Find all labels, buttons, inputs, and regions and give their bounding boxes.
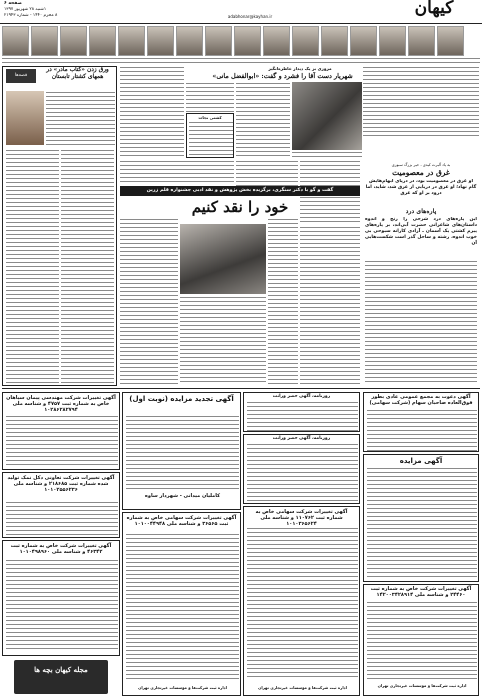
ad-box — [363, 392, 479, 452]
ad-title: آگهی تغییرات شرکت خاص به شماره ثبت ۲۴۴۶۰ و شناسه ملی ۱۴۲۰۰۳۴۲۸۹۱۴ — [370, 586, 472, 598]
stamp-text: مجله کیهان بچه ها — [34, 665, 88, 674]
left-headline: ورق زدن «کتاب مادر» در همهای کشتار تابستان — [46, 67, 109, 80]
ad-title: آگهی مزایده — [399, 457, 443, 465]
ad-title: آگهی تغییرات شرکت سهامی خاص به شماره ثبت ۱۱۰۷۶۲ و شناسه ملی ۱۰۱۰۳۶۵۶۲۴ — [255, 509, 348, 527]
portrait — [408, 26, 435, 56]
ad-box — [2, 540, 120, 656]
story2-under-photo — [180, 296, 266, 384]
right-headline: غرق در معصومیت — [392, 168, 450, 177]
right-top-text — [363, 66, 479, 136]
right-body-text — [365, 260, 477, 382]
portrait — [60, 26, 87, 56]
hero-photo-caption — [292, 151, 362, 157]
hero-kicker: مروری بر یک دیدار خاطره‌انگیز — [268, 66, 332, 71]
portrait — [234, 26, 261, 56]
hero-text-col2 — [186, 82, 234, 112]
portrait-captions — [2, 57, 480, 63]
hero-photo — [292, 82, 362, 150]
ad-title: آگهی دعوت به مجمع عمومی عادی بطور فوق‌العاده صاحبان سهام (شرکت سهامی) — [369, 394, 473, 406]
right-quote: این پاره‌های درد شرحی را رنج و اندوه داستان‌های شاعرانی حضرت آبی‌اند، بر پاره‌های پیرم کشتی یک آسمان ـ آزادی کارانه سبوحی بی خوب اندوه، رشته و ساحل گذر است شکست‌هایی آن — [365, 217, 477, 246]
portrait — [31, 26, 58, 56]
hero-text-col1 — [236, 82, 290, 158]
ad-signature: کاملیان میدانی - شهردار ساوه — [144, 493, 221, 499]
portrait — [118, 26, 145, 56]
kayhan-bacheha-stamp — [14, 660, 108, 694]
right-quote-head: پاره‌های درد — [405, 208, 437, 215]
story2-col1 — [300, 226, 360, 384]
ad-box — [122, 392, 241, 510]
portrait — [379, 26, 406, 56]
left-photo — [6, 91, 44, 145]
ad-box — [363, 454, 479, 582]
footer-office: اداره ثبت شرکت‌ها و موسسات غیرتجاری تهران — [138, 685, 227, 690]
footer-office: اداره ثبت شرکت‌ها و موسسات غیرتجاری تهران — [258, 685, 347, 690]
ad-title: آگهی تجدید مزایده (نوبت اول) — [129, 395, 234, 403]
portrait — [2, 26, 29, 56]
story2-headline: خود را نقد کنیم — [191, 198, 289, 216]
date-line: ۱شنبه ۲۸ شهریور ۱۳۹۷ — [4, 7, 47, 12]
page-label: صفحه ۶ — [4, 1, 22, 6]
portrait — [205, 26, 232, 56]
section-divider — [2, 388, 480, 389]
ad-title: آگهی تغییرات شرکت سهامی خاص به شماره ثبت ۳۶۵۶۵ و شناسه ملی ۱۰۱۰۰۴۴۹۴۸ — [126, 515, 237, 527]
portrait — [350, 26, 377, 56]
right-column — [363, 160, 479, 386]
issue-line: ۸ محرم ۱۴۴۰ - شماره ۲۱۹۴۳ — [4, 13, 58, 18]
portrait — [292, 26, 319, 56]
right-body-head: او غرق در معصومیت بود، در دریای ابهام‌هایش گام نهاد؛ او غرق در دریایی از عرق شد، شاید، اما درود بر او که غرق — [365, 179, 477, 196]
portrait — [263, 26, 290, 56]
story2-col2 — [268, 218, 298, 384]
portrait-strip — [2, 26, 480, 60]
ad-box — [122, 512, 241, 696]
portrait — [176, 26, 203, 56]
masthead — [0, 0, 482, 24]
ad-box — [243, 392, 360, 432]
email[interactable]: adabhonar@kayhan.ir — [227, 14, 273, 19]
left-photo-side-text — [46, 91, 115, 145]
left-section-title: قصه‌ها — [6, 69, 36, 83]
ad-title: آگهی تغییرات شرکت تعاونی دکل نمک تولید شده شماره ثبت ۲۱۸۶۸۵ و شناسه ملی ۱۰۱۰۲۵۵۶۲۳۶ — [7, 475, 115, 493]
hero-headline: شهریار دست آقا را فشرد و گفت: «ابوالفضل مانی» — [212, 72, 353, 80]
masthead-logo: کیهان — [414, 0, 454, 18]
ad-box — [2, 472, 120, 538]
ad-title: روزنامه، آگهی حصر وراثت — [272, 394, 331, 399]
story2-col3 — [120, 218, 178, 384]
ad-box — [243, 506, 360, 696]
ad-title: آگهی تغییرات شرکت مهندسی پیمان سپاهان خاص به شماره ثبت ۴۷۵۷ و شناسه ملی ۱۰۲۸۶۲۸۲۷۹۴ — [6, 395, 116, 413]
ad-box — [363, 584, 479, 696]
portrait — [147, 26, 174, 56]
left-body-col2 — [61, 149, 114, 383]
top-text-col3 — [120, 66, 184, 158]
ad-title: آگهی تغییرات شرکت خاص به شماره ثبت ۴۶۳۴۲ و شناسه ملی ۱۰۱۰۴۹۸۹۶۰ — [10, 543, 112, 555]
ad-box — [2, 392, 120, 470]
story2-photo — [180, 224, 266, 294]
ad-box — [243, 434, 360, 504]
inset-box-title: کشتی نجات — [198, 115, 222, 120]
mid-col-c — [120, 160, 234, 184]
left-body-col1 — [6, 149, 59, 383]
portrait — [321, 26, 348, 56]
portrait — [89, 26, 116, 56]
portrait — [437, 26, 464, 56]
right-subhead: به یاد آلبرت کیدی ، خیر بزرگ سبوری — [391, 162, 451, 167]
footer-office: اداره ثبت شرکت‌ها و موسسات غیرتجاری تهران — [377, 683, 467, 688]
ad-title: روزنامه، آگهی حصر وراثت — [272, 436, 331, 441]
inset-box — [186, 113, 234, 158]
left-column — [2, 66, 117, 386]
story2-kicker: گفت و گو با دکتر سنگری، برگزیده بخش پژوهش و نقد ادبی جشنواره قلم زرین — [120, 186, 360, 196]
